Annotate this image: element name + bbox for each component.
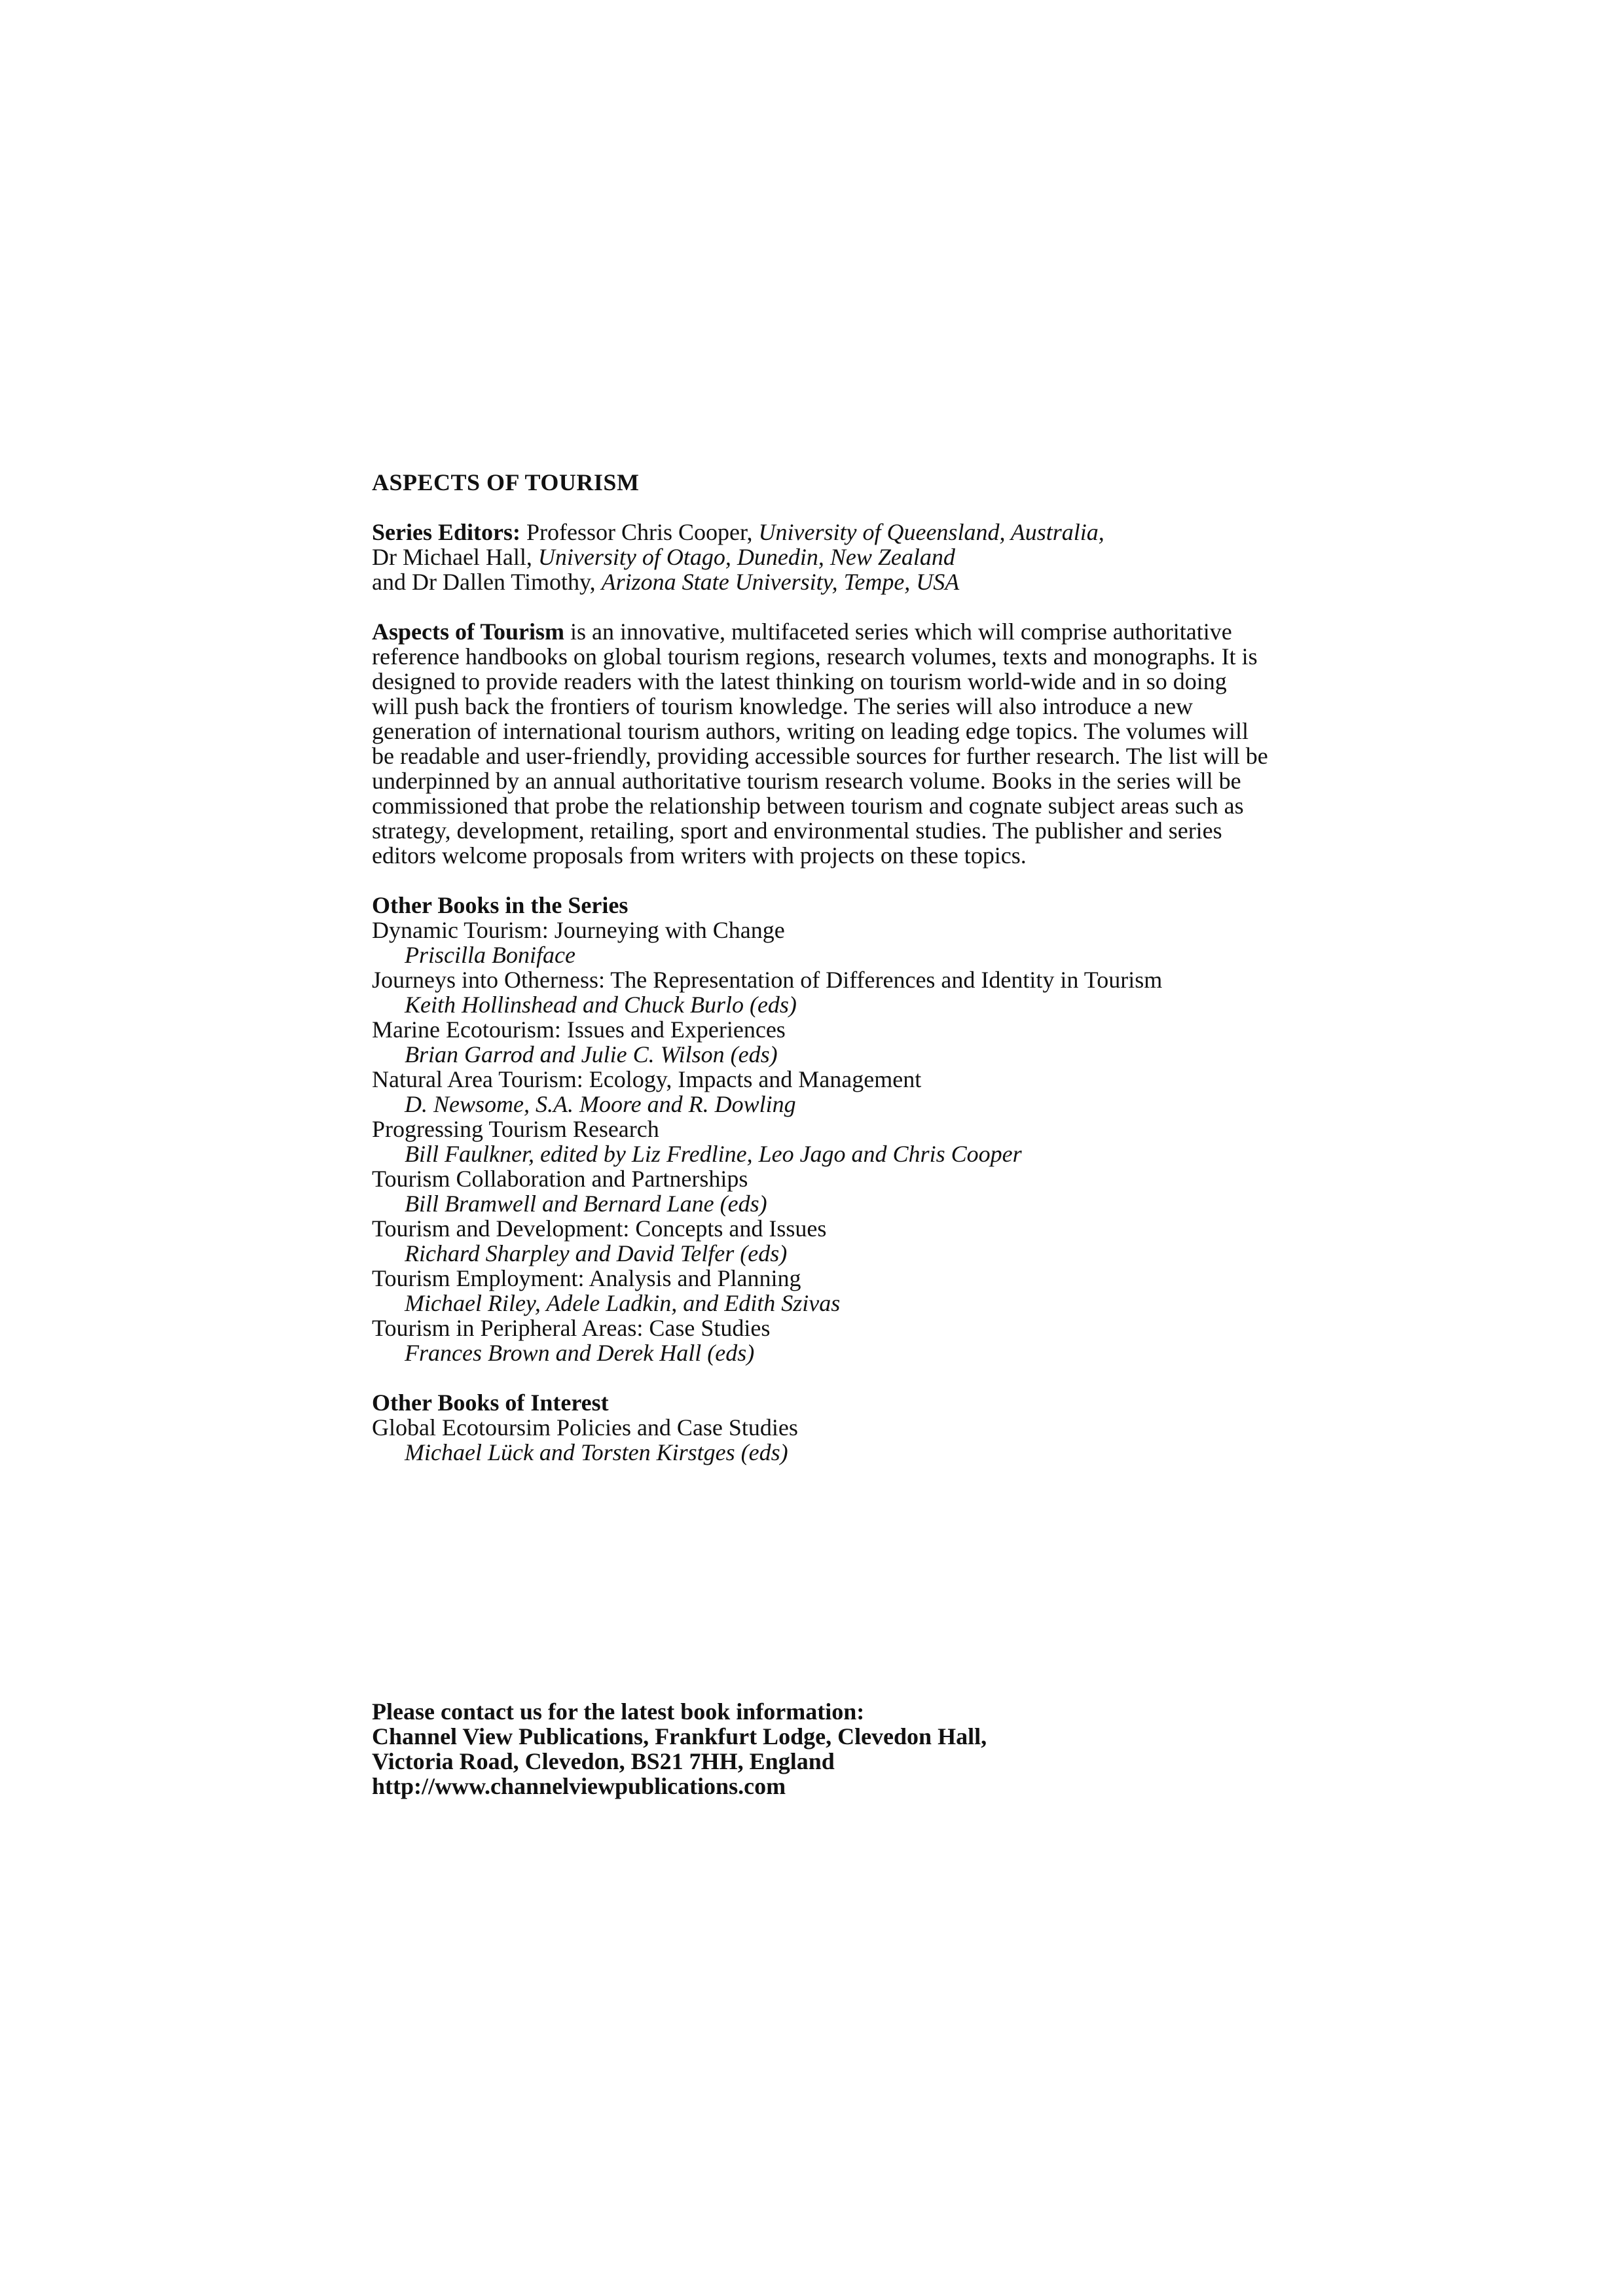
book-authors: Michael Riley, Adele Ladkin, and Edith Szivas [405,1290,841,1316]
contact-line: Victoria Road, Clevedon, BS21 7HH, England [372,1748,835,1774]
book-authors: Keith Hollinshead and Chuck Burlo (eds) [405,992,797,1018]
section-heading: Other Books of Interest [372,1390,609,1416]
editor-name: Professor Chris Cooper, [520,519,759,545]
book-title: Journeys into Otherness: The Representation of Differences and Identity in Tourism [372,967,1163,993]
publisher-contact [372,1699,987,1799]
book-title: Tourism Collaboration and Partnerships [372,1166,748,1192]
other-books-in-series [372,893,1288,1365]
series-editors [372,520,1288,594]
editor-affiliation: University of Otago, Dunedin, New Zealand [538,544,955,570]
book-authors: D. Newsome, S.A. Moore and R. Dowling [405,1091,796,1117]
series-description [372,619,1269,868]
section-heading: Other Books in the Series [372,892,629,918]
editor-name: Dr Michael Hall, [372,544,538,570]
editors-label: Series Editors: [372,519,520,545]
editor-line [372,569,1288,594]
book-title: Tourism in Peripheral Areas: Case Studies [372,1315,771,1341]
book-title: Progressing Tourism Research [372,1116,659,1142]
book-title: Global Ecotoursim Policies and Case Studies [372,1414,798,1441]
description-lead: Aspects of Tourism [372,619,565,645]
contact-line: Please contact us for the latest book information: [372,1698,865,1725]
book-authors: Frances Brown and Derek Hall (eds) [405,1340,755,1366]
book-title: Tourism Employment: Analysis and Planning [372,1265,801,1291]
book-authors: Michael Lück and Torsten Kirstges (eds) [405,1439,788,1465]
editor-line [372,520,1288,545]
series-title: ASPECTS OF TOURISM [372,469,640,495]
book-authors: Bill Faulkner, edited by Liz Fredline, Leo Jago and Chris Cooper [405,1141,1022,1167]
editor-line [372,545,1288,569]
book-authors: Bill Bramwell and Bernard Lane (eds) [405,1191,767,1217]
contact-line: Channel View Publications, Frankfurt Lodge, Clevedon Hall, [372,1723,987,1749]
editor-name: and Dr Dallen Timothy, [372,569,602,595]
book-title: Natural Area Tourism: Ecology, Impacts and Management [372,1066,922,1092]
book-title: Marine Ecotourism: Issues and Experiences [372,1016,786,1043]
editor-affiliation: University of Queensland, Australia, [758,519,1104,545]
book-title: Dynamic Tourism: Journeying with Change [372,917,785,943]
description-body: is an innovative, multifaceted series which will comprise authoritative reference handbooks on global tourism regions, research volumes, texts and monographs. It is designed to provide readers with the latest thinking on tourism world-wide and in so doing will push back the frontiers of tourism knowledge. The series will also introduce a new generation of international tourism authors, writing on leading edge topics. The volumes will be readable and user-friendly, providing accessible sources for further research. The list will be underpinned by an annual authoritative tourism research volume. Books in the series will be commissioned that probe the relationship between tourism and cognate subject areas such as strategy, development, retailing, sport and environmental studies. The publisher and series editors welcome proposals from writers with projects on these topics. [372,619,1268,869]
editor-affiliation: Arizona State University, Tempe, USA [601,569,960,595]
other-books-of-interest [372,1390,1288,1465]
series-page [372,470,1288,1490]
publisher-url: http://www.channelviewpublications.com [372,1773,786,1799]
book-authors: Priscilla Boniface [405,942,575,968]
book-authors: Brian Garrod and Julie C. Wilson (eds) [405,1041,778,1067]
book-title: Tourism and Development: Concepts and Issues [372,1215,827,1242]
book-authors: Richard Sharpley and David Telfer (eds) [405,1240,788,1266]
